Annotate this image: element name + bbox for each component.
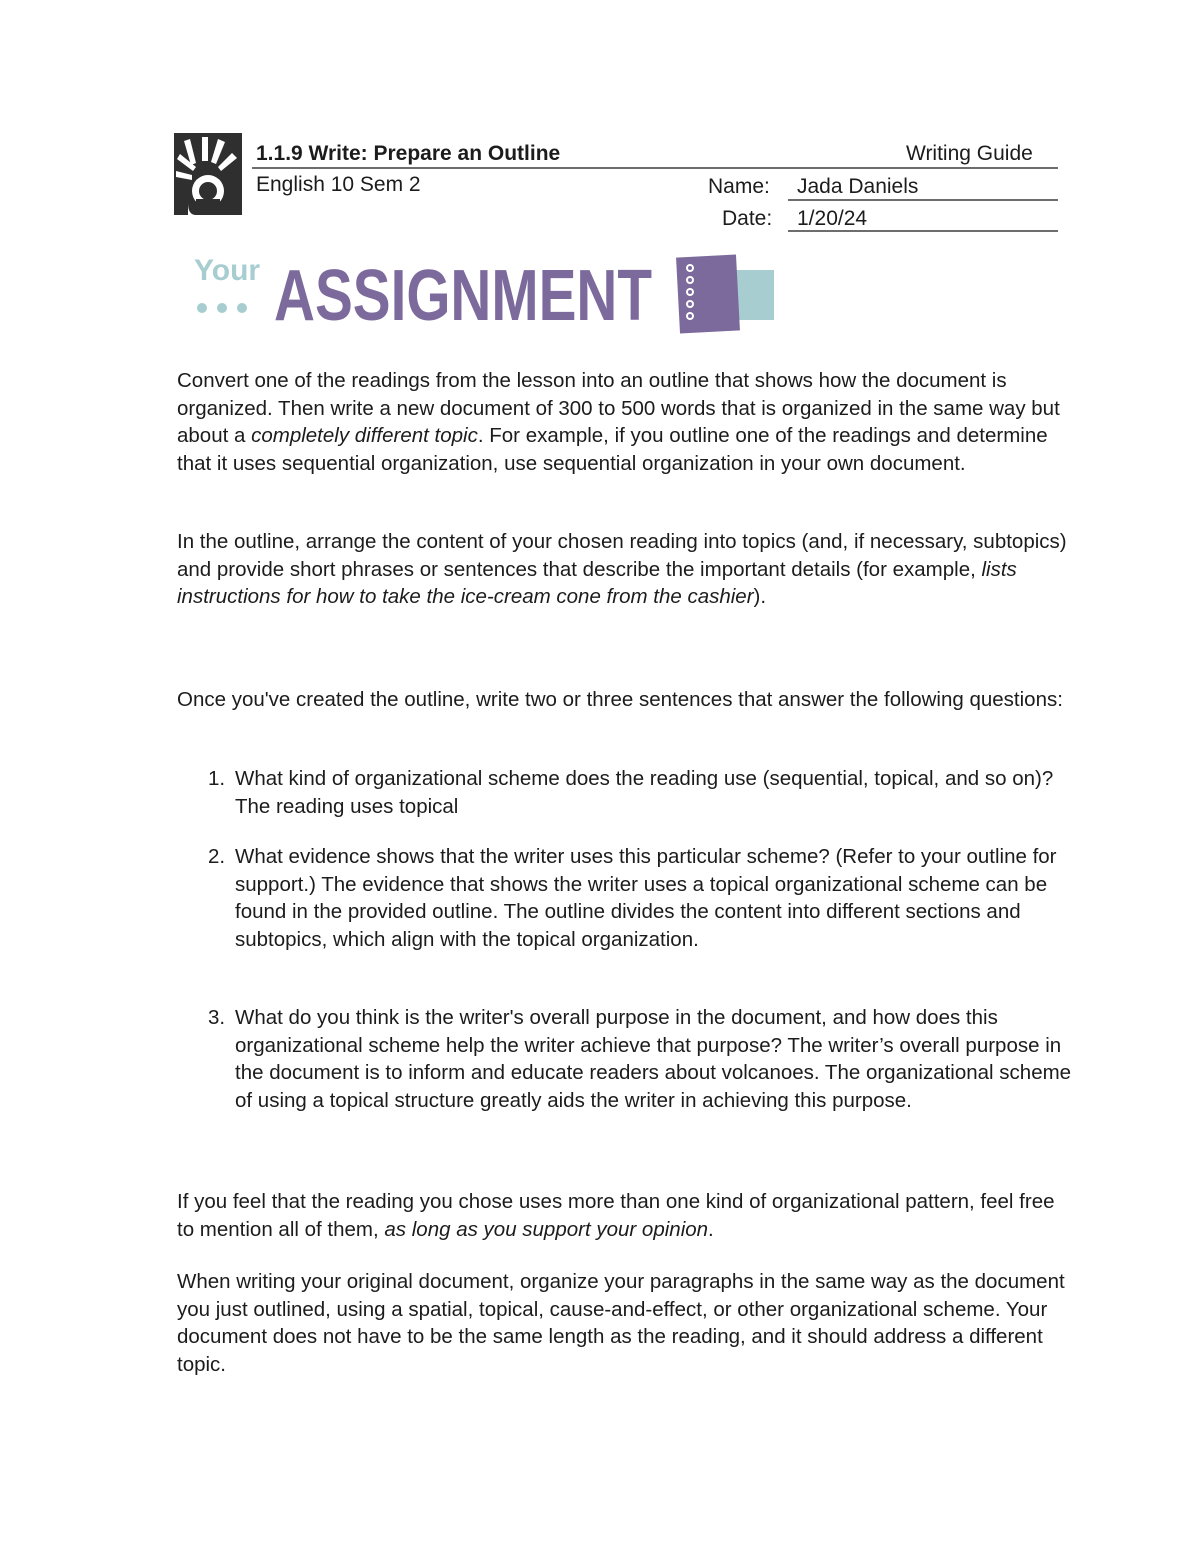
date-underline — [788, 230, 1058, 232]
question-item-2 — [208, 843, 1078, 953]
your-assignment-banner — [178, 244, 778, 336]
course-logo-icon — [174, 133, 242, 215]
name-underline — [788, 199, 1058, 201]
emphasis-text: as long as you support your opinion — [384, 1217, 709, 1241]
date-field[interactable]: 1/20/24 — [797, 207, 868, 230]
emphasis-text: lists instructions for how to take the ice-cream cone from the cashier — [177, 557, 1017, 608]
instruction-paragraph-5: When writing your original document, organize your paragraphs in the same way as the document you just outlined, using a spatial, topical, cause-and-effect, or other organizational scheme. Your document does not have to be the same length as the reading, and it should address a different topic. — [177, 1270, 1065, 1376]
banner-assignment: ASSIGNMENT — [274, 256, 653, 336]
question-number: 1. — [208, 767, 226, 790]
question-number: 3. — [208, 1006, 226, 1029]
instruction-paragraph-1: Convert one of the readings from the lesson into an outline that shows how the document is organized. Then write a new document of 300 to 500 words that is organized in the same way but about a completely different topic. For example, if you outline one of the readings and determine that it uses sequential organization, use sequential organization in your own document. — [177, 369, 1060, 475]
emphasis-text: completely different topic — [251, 424, 478, 447]
header-rule — [252, 167, 1058, 169]
instruction-paragraph-3: Once you've created the outline, write two or three sentences that answer the following questions: — [177, 688, 1063, 711]
date-label: Date: — [722, 207, 773, 230]
question-number: 2. — [208, 845, 226, 868]
course-name: English 10 Sem 2 — [256, 173, 421, 196]
instruction-paragraph-2: In the outline, arrange the content of your chosen reading into topics (and, if necessary, subtopics) and provide short phrases or sentences that describe the important details (for example, lists instructions for how to take the ice-cream cone from the cashier). — [177, 530, 1067, 608]
lesson-title: 1.1.9 Write: Prepare an Outline — [256, 142, 561, 165]
question-text: What evidence shows that the writer uses this particular scheme? (Refer to your outline for support.) The evidence that shows the writer uses a topical organizational scheme can be found in the provided outline. The outline divides the content into different sections and subtopics, which align with the topical organization. — [235, 845, 1057, 951]
name-label: Name: — [708, 175, 770, 198]
question-text: What do you think is the writer's overall purpose in the document, and how does this organizational scheme help the writer achieve that purpose? The writer’s overall purpose in the document is to inform and educate readers about volcanoes. The organizational scheme of using a topical structure greatly aids the writer in achieving this purpose. — [235, 1006, 1072, 1112]
question-text: What kind of organizational scheme does the reading use (sequential, topical, and so on)? The reading uses topical — [235, 767, 1054, 818]
question-item-3 — [208, 1004, 1078, 1114]
guide-label: Writing Guide — [906, 142, 1033, 165]
instruction-paragraph-4: If you feel that the reading you chose uses more than one kind of organizational pattern, feel free to mention all of them, as long as you support your opinion. — [177, 1190, 1055, 1241]
question-item-1 — [208, 765, 1078, 820]
banner-your: Your — [194, 254, 261, 287]
name-field[interactable]: Jada Daniels — [797, 175, 919, 198]
notebook-icon — [676, 254, 774, 333]
